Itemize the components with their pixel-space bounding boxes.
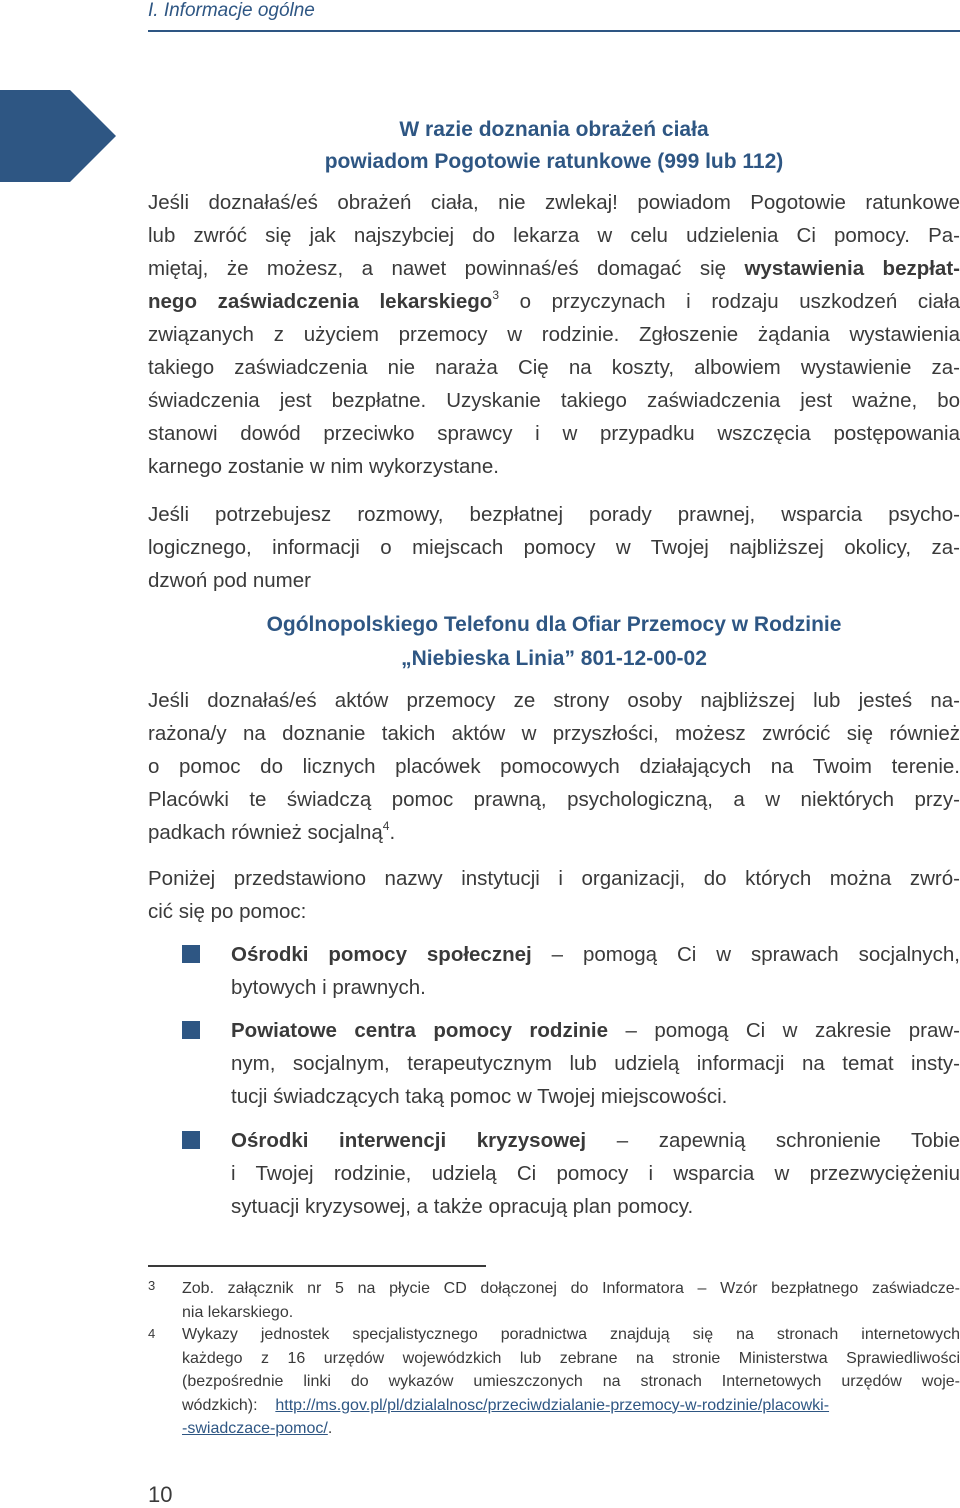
paragraph-institutions — [148, 684, 960, 849]
chevron-arrow-icon — [0, 90, 116, 182]
text-line: Jeśli doznałaś/eś obrażeń ciała, nie zwlekaj! powiadom Pogotowie ratunkowe — [148, 191, 960, 214]
text-line: o pomoc do licznych placówek pomocowych działających na Twoim terenie. — [148, 755, 960, 778]
footnote-4: Wykazy jednostek specjalistycznego poradnictwa znajdują się na stronach internetowych każdego z 16 urzędów wojewódzkich lub zebrane na stronie Ministerstwa Sprawiedliwości (bezpośrednie linki do wykazów umieszczonych na stronach Internetowych urzędów woje- wódzkich): http://ms.gov.pl/pl/dzialalnosc/przeciwdzialanie-przemocy-w-rodzinie/placowki- -swiadczace-pomoc/. — [182, 1326, 960, 1437]
section-heading-line1: W razie doznania obrażeń ciała — [399, 118, 709, 141]
paragraph-contact — [148, 498, 960, 597]
bullet-square-icon — [182, 1131, 200, 1149]
text-line: miętaj, że możesz, a nawet powinnaś/eś domagać się wystawienia bezpłat- — [148, 257, 960, 280]
text-line: związanych z użyciem przemocy w rodzinie. Zgłoszenie żądania wystawienia — [148, 323, 960, 346]
footnote-ref: 4 — [382, 819, 390, 834]
text-line: cić się po pomoc: — [148, 900, 307, 923]
footnote-rule — [148, 1265, 486, 1267]
text-line: takiego zaświadczenia nie naraża Cię na koszty, albowiem wystawienie za- — [148, 356, 960, 379]
ministry-link[interactable]: http://ms.gov.pl/pl/dzialalnosc/przeciwdzialanie-przemocy-w-rodzinie/placowki- — [275, 1396, 830, 1414]
text-line: Poniżej przedstawiono nazwy instytucji i organizacji, do których można zwró- — [148, 867, 960, 890]
text-line: karnego zostanie w nim wykorzystane. — [148, 455, 499, 478]
running-head: I. Informacje ogólne — [148, 0, 315, 21]
text-line: Placówki te świadczą pomoc prawną, psychologiczną, a w niektórych przy- — [148, 788, 960, 811]
bullet-square-icon — [182, 1021, 200, 1039]
hotline-name: Ogólnopolskiego Telefonu dla Ofiar Przemocy w Rodzinie — [266, 613, 842, 636]
footnote-3: Zob. załącznik nr 5 na płycie CD dołączonej do Informatora – Wzór bezpłatnego zaświadcze- nia lekarskiego. — [182, 1280, 960, 1321]
header-rule — [148, 30, 960, 32]
list-item: Powiatowe centra pomocy rodzinie – pomogą Ci w zakresie praw- nym, socjalnym, terapeutycznym lub udzielą informacji na temat insty- tucji świadczących taką pomoc w Twojej miejscowości. — [231, 1019, 960, 1108]
footnote-number: 4 — [148, 1326, 156, 1341]
list-item: Ośrodki pomocy społecznej – pomogą Ci w sprawach socjalnych, bytowych i prawnych. — [231, 943, 960, 999]
bullet-square-icon — [182, 945, 200, 963]
paragraph-injury — [148, 186, 960, 483]
text-line: rażona/y na doznanie takich aktów w przyszłości, możesz zwrócić się również — [148, 722, 960, 745]
text-line: stanowi dowód przeciwko sprawcy i w przypadku wszczęcia postępowania — [148, 422, 960, 445]
ministry-link-continued[interactable]: -swiadczace-pomoc/ — [182, 1420, 328, 1437]
hotline-number: „Niebieska Linia” 801-12-00-02 — [401, 647, 707, 670]
footnote-ref: 3 — [492, 288, 499, 303]
paragraph-list-intro — [148, 862, 960, 928]
text-line: świadczenia jest bezpłatne. Uzyskanie takiego zaświadczenia jest ważne, bo — [148, 389, 960, 412]
text-line: Jeśli potrzebujesz rozmowy, bezpłatnej porady prawnej, wsparcia psycho- — [148, 503, 960, 526]
footnote-number: 3 — [148, 1278, 156, 1293]
text-line: logicznego, informacji o miejscach pomocy w Twojej najbliższej okolicy, za- — [148, 536, 960, 559]
text-line: nego zaświadczenia lekarskiego$^3$ o przyczynach i rodzaju uszkodzeń ciała — [148, 288, 960, 313]
section-heading-line2: powiadom Pogotowie ratunkowe (999 lub 112) — [324, 150, 784, 173]
page-number: 10 — [148, 1482, 173, 1507]
text-line: Jeśli doznałaś/eś aktów przemocy ze strony osoby najbliższej lub jesteś na- — [148, 689, 960, 712]
text-line: lub zwróć się jak najszybciej do lekarza w celu udzielenia Ci pomocy. Pa- — [148, 224, 960, 247]
list-item: Ośrodki interwencji kryzysowej – zapewnią schronienie Tobie i Twojej rodzinie, udzielą Ci pomocy i wsparcia w przezwyciężeniu sytuacji kryzysowej, a także opracują plan pomocy. — [231, 1129, 960, 1218]
text-line: dzwoń pod numer — [148, 569, 311, 592]
text-line: padkach również socjalną$^4$. — [148, 819, 396, 844]
